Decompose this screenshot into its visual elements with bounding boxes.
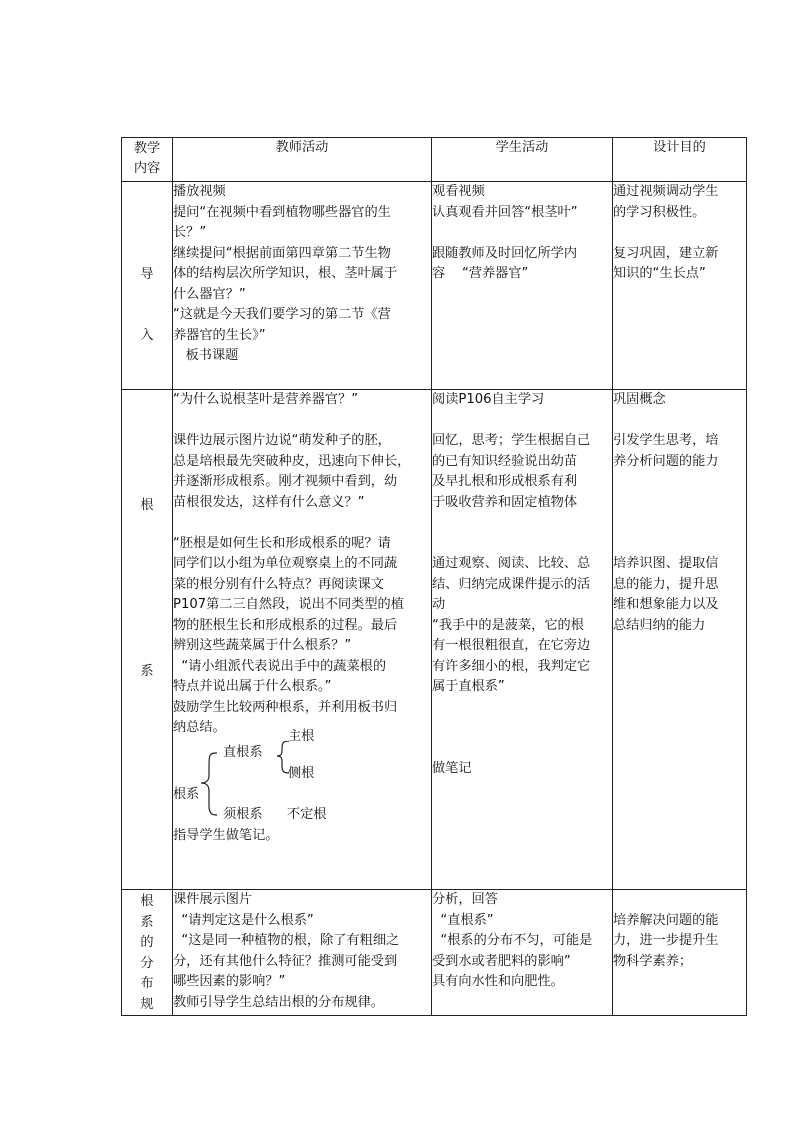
header-teacher xyxy=(173,138,432,182)
text-line: “这是同一种植物的根，除了有粗细之 xyxy=(173,933,400,948)
roots-row xyxy=(122,390,747,890)
distribution-section-char: 根 xyxy=(140,894,154,909)
text-line xyxy=(432,534,612,555)
text-line: 分析，回答 xyxy=(432,892,498,907)
text-line: 教师引导学生总结出根的分布规律。 xyxy=(173,994,384,1010)
text-line: 回忆，思考；学生根据自己 xyxy=(432,433,591,448)
text-line: 鼓励学生比较两种根系，并利用板书归 xyxy=(173,699,398,715)
text-line: 课件边展示图片边说“萌发种子的胚， xyxy=(173,433,391,448)
distribution-row xyxy=(122,890,747,1016)
tree-fibrous: 须根系 xyxy=(223,806,263,822)
text-line: 板书课题 xyxy=(173,348,239,363)
text-line: 总结归纳的能力 xyxy=(613,617,706,633)
text-line: P107第二三自然段，说出不同类型的植 xyxy=(173,597,404,612)
distribution-section-char: 的 xyxy=(140,935,154,950)
text-line: “根系的分布不匀，可能是 xyxy=(432,933,593,948)
text-line: 及早扎根和形成根系有利 xyxy=(432,474,578,489)
text-line xyxy=(432,223,612,244)
text-line: “这就是今天我们要学习的第二节《营 xyxy=(173,307,391,322)
text-line: 培养解决问题的能 xyxy=(613,912,719,928)
intro-section-char: 入 xyxy=(140,328,154,343)
text-line xyxy=(432,698,612,719)
text-line xyxy=(432,739,612,760)
text-line xyxy=(173,411,431,432)
header-content-label: 教学 内容 xyxy=(133,141,161,176)
text-line: 体的结构层次所学知识，根、茎叶属于 xyxy=(173,266,398,281)
tree-taproot: 直根系 xyxy=(223,744,263,760)
text-line: 做笔记 xyxy=(432,761,472,776)
text-line: 阅读P106自主学习 xyxy=(432,392,545,407)
text-line: 什么器官？” xyxy=(173,286,246,302)
text-line: 物科学素养； xyxy=(613,953,693,969)
lesson-plan-table xyxy=(121,137,747,1016)
text-line: 观看视频 xyxy=(432,184,485,199)
text-line: 继续提问“根据前面第四章第二节生物 xyxy=(173,245,391,261)
tree-root-system: 根系 xyxy=(173,786,200,802)
roots-section-cell xyxy=(122,390,173,890)
distribution-student-cell xyxy=(432,890,613,1016)
text-line: 维和想象能力以及 xyxy=(613,597,719,612)
text-line xyxy=(613,411,746,432)
intro-teacher-cell xyxy=(173,182,432,390)
header-purpose-label: 设计目的 xyxy=(653,140,706,155)
tree-adventitious: 不定根 xyxy=(287,806,327,822)
text-line: “请小组派代表说出手中的蔬菜根的 xyxy=(173,658,387,674)
tree-lateral-root: 侧根 xyxy=(288,765,315,781)
text-line xyxy=(613,493,746,514)
distribution-section-char: 系 xyxy=(140,914,154,930)
text-line: 跟随教师及时回忆所学内 xyxy=(432,245,578,261)
text-line: 播放视频 xyxy=(173,184,226,199)
text-line: 巩固概念 xyxy=(613,392,666,407)
text-line: 力，进一步提升生 xyxy=(613,933,719,948)
intro-student-cell xyxy=(432,182,613,390)
text-line xyxy=(613,534,746,555)
text-line: 通过视频调动学生 xyxy=(613,184,719,199)
text-line: 结、归纳完成课件提示的活 xyxy=(432,576,591,592)
distribution-section-char: 分 xyxy=(140,955,154,971)
text-line: 哪些因素的影响？” xyxy=(173,974,286,989)
text-line: 息的能力，提升思 xyxy=(613,576,719,592)
intro-section-cell xyxy=(122,182,173,390)
text-line: 长？” xyxy=(173,225,207,240)
intro-purpose-cell xyxy=(613,182,747,390)
text-line: 有一根很粗很直，在它旁边 xyxy=(432,638,591,653)
text-line: 并逐渐形成根系。刚才视频中看到，幼 xyxy=(173,474,398,489)
text-line: 受到水或者肥料的影响” xyxy=(432,953,571,969)
text-line: 课件展示图片 xyxy=(173,892,253,907)
text-line: 引发学生思考，培 xyxy=(613,433,719,448)
text-line: 苗根很发达，这样有什么意义？” xyxy=(173,494,365,510)
text-line: 动 xyxy=(432,597,446,612)
text-line: 容 “营养器官” xyxy=(432,266,529,281)
text-line: 通过观察、阅读、比较、总 xyxy=(432,556,591,571)
text-line: “胚根是如何生长和形成根系的呢？请 xyxy=(173,535,391,551)
text-line: 认真观看并回答“根茎叶” xyxy=(432,204,578,220)
roots-purpose-cell xyxy=(613,390,747,890)
text-line: “我手中的是菠菜，它的根 xyxy=(432,617,584,633)
header-row xyxy=(122,138,747,182)
intro-section-char: 导 xyxy=(140,267,154,282)
text-line: 养分析问题的能力 xyxy=(613,453,719,469)
distribution-section-char: 规 xyxy=(140,996,154,1012)
text-line: 总是培根最先突破种皮，迅速向下伸长， xyxy=(173,453,411,469)
text-line xyxy=(613,472,746,493)
text-line: 具有向水性和向肥性。 xyxy=(432,974,564,989)
text-line: “直根系” xyxy=(432,912,494,928)
text-line: 辨别这些蔬菜属于什么根系？” xyxy=(173,638,352,653)
text-line: 物的胚根生长和形成根系的过程。最后 xyxy=(173,617,398,633)
text-line xyxy=(432,411,612,432)
text-line: 分，还有其他什么特征？推测可能受到 xyxy=(173,953,398,969)
text-line: 属于直根系” xyxy=(432,679,505,694)
text-line: 养器官的生长》” xyxy=(173,327,266,343)
text-line: 提问“在视频中看到植物哪些器官的生 xyxy=(173,204,391,220)
roots-section-char: 根 xyxy=(140,498,154,513)
text-line xyxy=(613,223,746,244)
text-line: 同学们以小组为单位观察桌上的不同蔬 xyxy=(173,556,398,571)
text-line xyxy=(173,513,431,534)
text-line: 的已有知识经验说出幼苗 xyxy=(432,453,578,469)
text-line: 复习巩固，建立新 xyxy=(613,245,719,261)
distribution-section-cell xyxy=(122,890,173,1016)
distribution-purpose-cell xyxy=(613,890,747,1016)
header-teacher-label: 教师活动 xyxy=(275,140,329,155)
header-purpose xyxy=(613,138,747,182)
root-system-diagram xyxy=(173,728,431,826)
intro-row xyxy=(122,182,747,390)
text-line xyxy=(432,513,612,534)
tree-main-root: 主根 xyxy=(288,728,315,744)
header-content xyxy=(122,138,173,182)
header-student-label: 学生活动 xyxy=(495,140,549,155)
text-line xyxy=(613,890,746,911)
roots-section-char: 系 xyxy=(140,664,154,679)
header-student xyxy=(432,138,613,182)
text-line xyxy=(613,513,746,534)
text-line: 特点并说出属于什么根系。” xyxy=(173,679,332,694)
text-line: 纳总结。 xyxy=(173,720,226,735)
text-line: 的学习积极性。 xyxy=(613,204,706,220)
text-line: 菜的根分别有什么特点？再阅读课文 xyxy=(173,576,384,592)
text-line xyxy=(432,718,612,739)
roots-student-cell xyxy=(432,390,613,890)
text-line: 于吸收营养和固定植物体 xyxy=(432,494,578,510)
text-line: “请判定这是什么根系” xyxy=(173,912,314,928)
roots-teacher-cell xyxy=(173,390,432,890)
text-line: “为什么说根茎叶是营养器官？” xyxy=(173,392,359,407)
text-line: 指导学生做笔记。 xyxy=(173,827,279,843)
distribution-section-char: 布 xyxy=(140,976,154,991)
text-line: 知识的“生长点” xyxy=(613,266,706,281)
text-line: 培养识图、提取信 xyxy=(613,556,719,571)
distribution-teacher-cell xyxy=(173,890,432,1016)
text-line: 有许多细小的根，我判定它 xyxy=(432,658,591,674)
